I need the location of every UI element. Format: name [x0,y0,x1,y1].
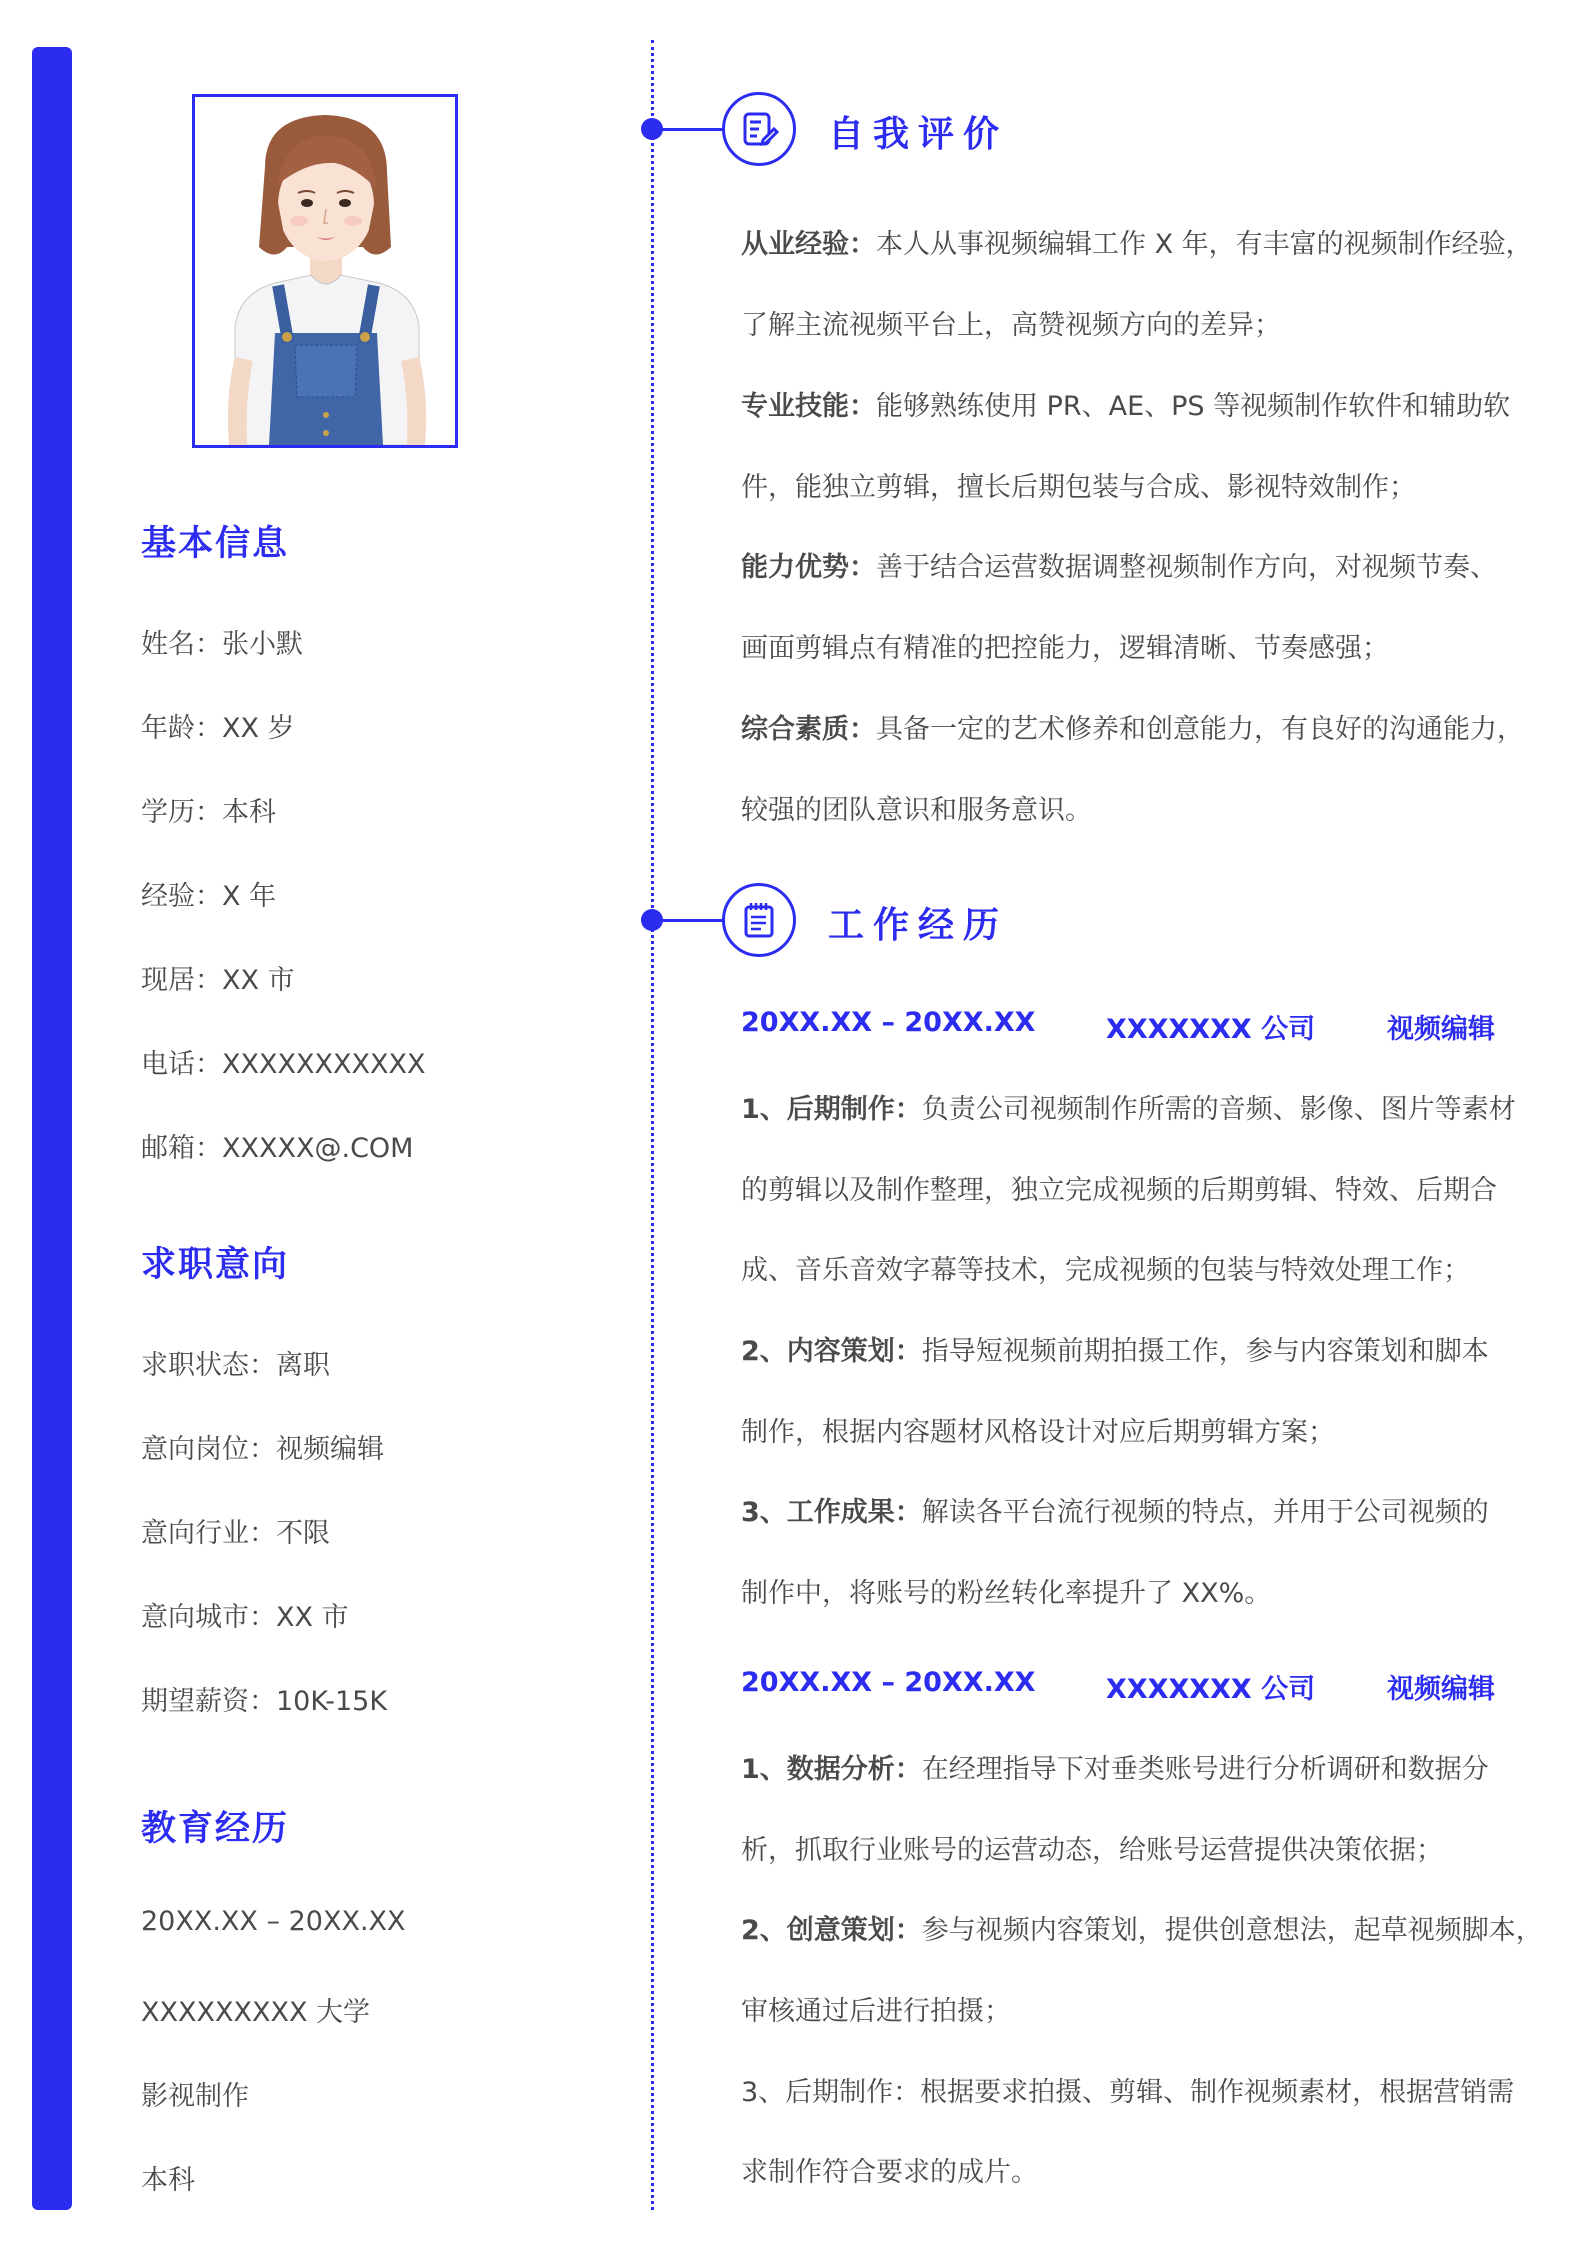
self-eval-text: 本人从事视频编辑工作 X 年，有丰富的视频制作经验， [876,229,1533,260]
info-email: 邮箱：XXXXX@.COM [141,1133,414,1164]
job-role: 视频编辑 [1387,1014,1495,1045]
job-duty-label: 2、内容策划： [741,1336,922,1367]
edu-school: XXXXXXXXX 大学 [141,1997,371,2028]
job-duty-text: 指导短视频前期拍摄工作，参与内容策划和脚本 [921,1336,1489,1367]
job-intent-title: 求职意向 [141,1245,290,1285]
job-duty-text: 参与视频内容策划，提供创意想法，起草视频脚本， [921,1915,1543,1946]
info-name: 姓名：张小默 [141,629,303,660]
job-company: XXXXXXX 公司 [1106,1674,1316,1705]
self-eval-line: 较强的团队意识和服务意识。 [741,795,1092,826]
job-duty-text: 在经理指导下对垂类账号进行分析调研和数据分 [921,1754,1489,1785]
edu-period: 20XX.XX – 20XX.XX [141,1906,406,1937]
job-duty-label: 1、后期制作： [741,1094,922,1125]
profile-photo [192,94,458,448]
notepad-icon [722,883,796,957]
edu-degree: 本科 [141,2165,195,2196]
job-period: 20XX.XX – 20XX.XX [741,1667,1036,1698]
self-eval-line [741,707,1524,746]
job-period: 20XX.XX – 20XX.XX [741,1007,1036,1038]
timeline-connector [660,128,724,131]
self-eval-line: 件，能独立剪辑，擅长后期包装与合成、影视特效制作； [741,472,1416,503]
job-duty-line: 3、后期制作：根据要求拍摄、剪辑、制作视频素材，根据营销需 [741,2077,1515,2108]
job-duty-line: 求制作符合要求的成片。 [741,2157,1038,2188]
job-role: 视频编辑 [1387,1674,1495,1705]
basic-info-title: 基本信息 [141,524,290,564]
timeline-connector [660,919,724,922]
job-duty-label: 3、工作成果： [741,1497,922,1528]
job-duty-text: 负责公司视频制作所需的音频、影像、图片等素材 [921,1094,1516,1125]
intent-status: 求职状态：离职 [141,1350,330,1381]
self-eval-text: 能够熟练使用 PR、AE、PS 等视频制作软件和辅助软 [876,391,1511,422]
self-eval-label: 从业经验： [741,229,876,260]
education-title: 教育经历 [141,1809,290,1849]
job-duty-line: 析，抓取行业账号的运营动态，给账号运营提供决策依据； [741,1835,1443,1866]
accent-bar [32,47,72,2210]
job-duty-label: 1、数据分析： [741,1754,922,1785]
self-eval-line: 了解主流视频平台上，高赞视频方向的差异； [741,310,1281,341]
avatar-illustration [195,97,455,445]
info-phone: 电话：XXXXXXXXXXX [141,1049,426,1080]
info-residence: 现居：XX 市 [141,965,295,996]
job-duty-line: 制作，根据内容题材风格设计对应后期剪辑方案； [741,1417,1335,1448]
job-duty-line [741,1908,1543,1947]
timeline-line [651,40,654,2210]
info-experience: 经验：X 年 [141,881,277,912]
self-eval-line [741,545,1497,584]
job-duty-line [741,1329,1489,1368]
job-duty-line [741,1747,1489,1786]
job-duty-line: 的剪辑以及制作整理，独立完成视频的后期剪辑、特效、后期合 [741,1175,1497,1206]
job-duty-label: 2、创意策划： [741,1915,922,1946]
intent-city: 意向城市：XX 市 [141,1602,349,1633]
self-eval-label: 能力优势： [741,552,876,583]
job-duty-text: 解读各平台流行视频的特点，并用于公司视频的 [921,1497,1489,1528]
self-eval-line [741,222,1533,261]
intent-industry: 意向行业：不限 [141,1518,330,1549]
job-company: XXXXXXX 公司 [1106,1014,1316,1045]
edu-major: 影视制作 [141,2081,249,2112]
self-eval-label: 专业技能： [741,391,876,422]
self-eval-label: 综合素质： [741,714,876,745]
info-degree: 学历：本科 [141,797,276,828]
job-duty-line: 制作中，将账号的粉丝转化率提升了 XX%。 [741,1578,1272,1609]
work-title: 工作经历 [828,905,1009,946]
self-eval-line: 画面剪辑点有精准的把控能力，逻辑清晰、节奏感强； [741,633,1389,664]
self-eval-title: 自我评价 [828,114,1009,155]
edit-document-icon [722,92,796,166]
self-eval-text: 善于结合运营数据调整视频制作方向，对视频节奏、 [876,552,1497,583]
self-eval-line [741,384,1510,423]
self-eval-text: 具备一定的艺术修养和创意能力，有良好的沟通能力， [876,714,1524,745]
intent-salary: 期望薪资：10K-15K [141,1686,388,1717]
job-duty-line [741,1490,1489,1529]
info-age: 年龄：XX 岁 [141,713,295,744]
job-duty-line [741,1087,1516,1126]
job-duty-line: 审核通过后进行拍摄； [741,1996,1011,2027]
job-duty-line: 成、音乐音效字幕等技术，完成视频的包装与特效处理工作； [741,1255,1470,1286]
intent-position: 意向岗位：视频编辑 [141,1434,384,1465]
